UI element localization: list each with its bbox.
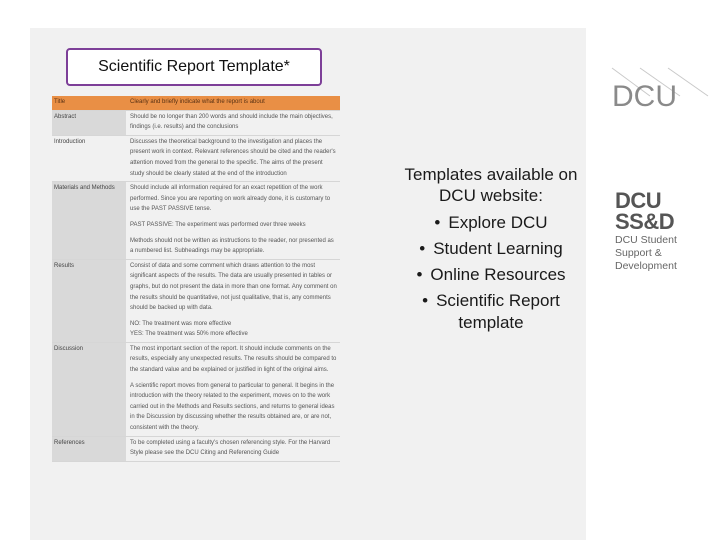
row-paragraph: Discusses the theoretical background to the investigation and places the present work in context. Relevant references should be cited and the reader's attention moved from the general to the specific. The aims of the present study should be clearly stated at the end of the introduction [130,138,336,177]
ssd-logo-line2: SS&D [615,209,675,234]
row-label: References [52,437,126,461]
document-title-text: Scientific Report Template* [98,58,290,75]
ssd-logo-sub1: DCU Student [615,234,677,246]
templates-item: • Student Learning [419,239,563,258]
row-content [126,96,340,110]
row-paragraph: PAST PASSIVE: The experiment was performed over three weeks [130,221,306,228]
row-paragraph: NO: The treatment was more effective YES: The treatment was 50% more effective [130,320,248,338]
table-row [52,136,340,182]
row-content [126,136,340,181]
dcu-logo [610,66,710,110]
templates-item: • Scientific Report template [422,291,560,332]
row-content [126,182,340,259]
document-title [66,48,322,86]
templates-item: • Explore DCU [434,213,548,232]
templates-item: • Online Resources [416,265,566,284]
table-row [52,111,340,136]
report-template-table [52,96,340,462]
table-row [52,437,340,462]
row-paragraph: Methods should not be written as instructions to the reader, nor presented as a numbered list. Subheadings may be appropriate. [130,237,334,255]
row-paragraph: To be completed using a faculty's chosen referencing style. For the Harvard Style please see the DCU Citing and Referencing Guide [130,439,331,457]
row-content [126,260,340,342]
bullet-icon: • [419,239,426,258]
row-paragraph: Clearly and briefly indicate what the report is about [130,99,265,105]
dcu-logo-text: DCU [612,80,677,110]
row-paragraph: The most important section of the report. It should include comments on the results, especially any unexpected results. The results should be compared to the standard value and be explained or justified in light of the original aims. [130,345,337,374]
templates-list [398,210,584,334]
ssd-logo-line1: DCU [615,188,662,213]
row-paragraph: Should be no longer than 200 words and should include the main objectives, findings (i.e. results) and the conclusions [130,113,333,131]
row-label: Abstract [52,111,126,135]
row-label: Title [52,96,126,110]
bullet-icon: • [416,265,423,284]
row-paragraph: A scientific report moves from general to particular to general. It begins in the introduction with the theory related to the experiment, moves on to the work carried out in the Methods and Results sections, and returns to general ideas in the Discussion by discussing whether the results obtained are, or are not, consistent with the theory. [130,382,335,432]
table-row [52,343,340,437]
row-paragraph: Consist of data and some comment which draws attention to the most significant aspects of the results. The data are usually presented in tables or graphs, but do not present the data in more than one format. Any comment on the results should be quantitative, not just qualitative, that is, any comments should be backed up with data. [130,262,337,312]
templates-info [398,164,584,334]
table-row [52,182,340,260]
bullet-icon: • [434,213,441,232]
templates-intro: Templates available on DCU website: [404,165,578,205]
row-label: Materials and Methods [52,182,126,259]
ssd-logo [615,190,715,271]
row-label: Discussion [52,343,126,436]
bullet-icon: • [422,291,429,310]
row-label: Introduction [54,138,86,145]
row-content [126,111,340,135]
table-row [52,260,340,343]
ssd-logo-sub3: Development [615,260,677,272]
row-content [126,343,340,436]
row-content [126,437,340,461]
ssd-logo-sub2: Support & [615,247,662,259]
row-paragraph: Should include all information required for an exact repetition of the work performed. Since you are reporting on work already done, it is customary to use the PAST PASSIVE tense. [130,185,331,213]
table-row [52,96,340,111]
row-label: Results [52,260,126,342]
